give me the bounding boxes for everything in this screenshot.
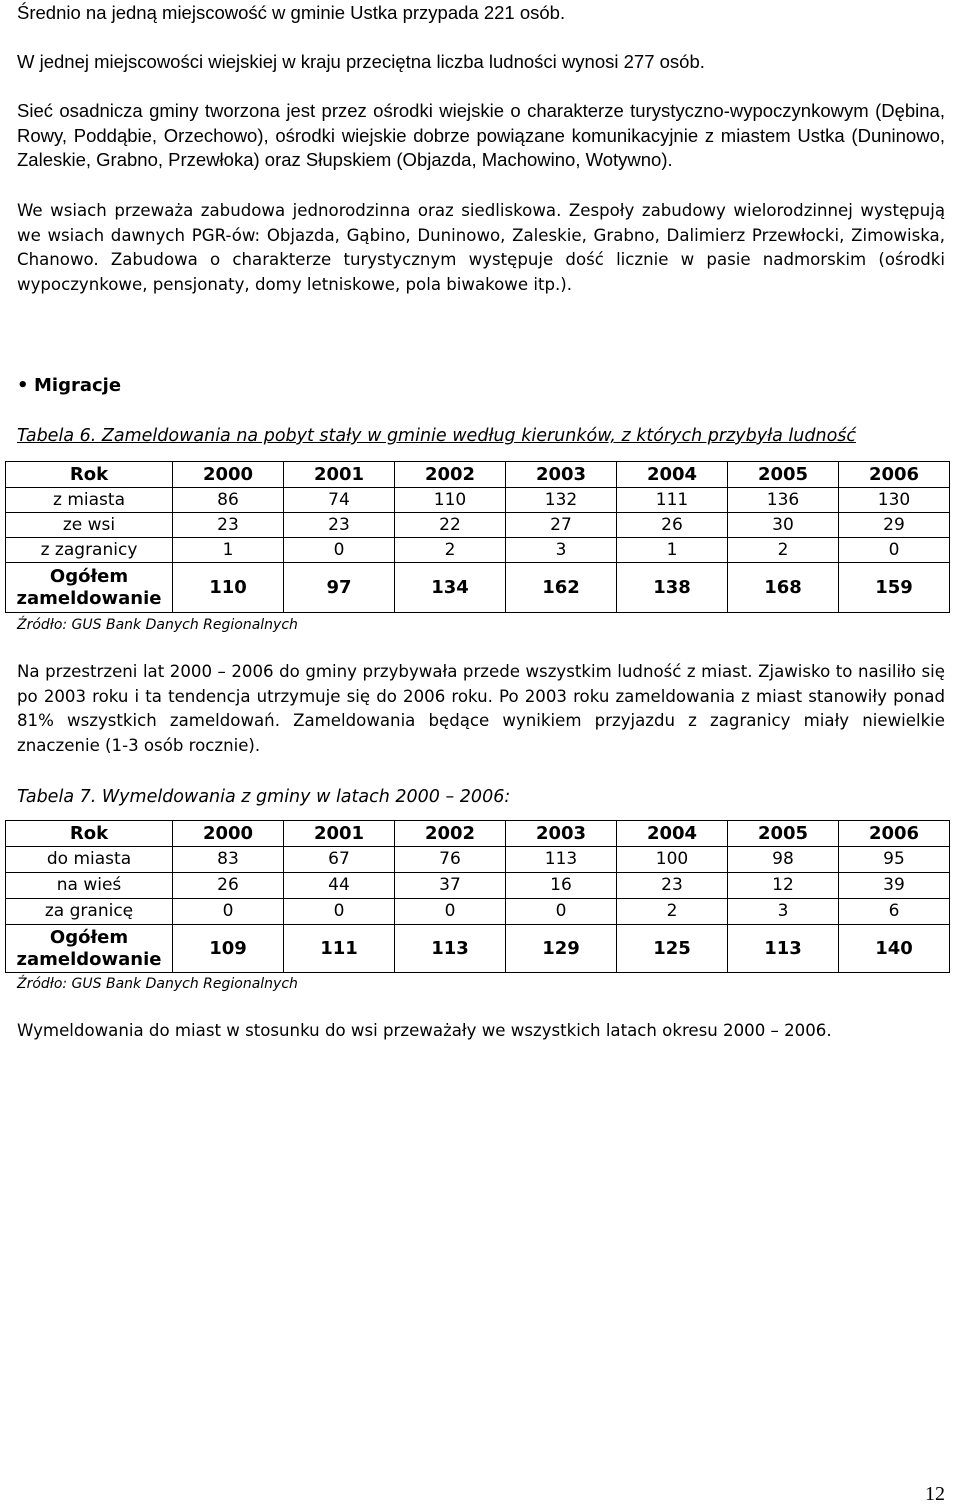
bullet-icon: • <box>17 375 29 396</box>
table-cell: 95 <box>839 847 950 873</box>
row-label: z zagranicy <box>6 538 173 563</box>
table-cell: 3 <box>728 899 839 925</box>
paragraph-settlement-network: Sieć osadnicza gminy tworzona jest przez ośrodki wiejskie o charakterze turystyczno-wypoczynkowym (Dębina, Rowy, Poddąbie, Orzechowo), ośrodki wiejskie dobrze powiązane komunikacyjnie z miastem Ustka (Duninowo, Zaleskie, Grabno, Przewłoka) oraz Słupskiem (Objazda, Machowino, Wotywno). <box>17 100 945 170</box>
table-cell: 67 <box>284 847 395 873</box>
table7-caption: Tabela 7. Wymeldowania z gminy w latach 2000 – 2006: <box>17 787 511 807</box>
header-cell: 2001 <box>284 462 395 488</box>
header-cell: 2004 <box>617 821 728 847</box>
paragraph-national-average: W jednej miejscowości wiejskiej w kraju przeciętna liczba ludności wynosi 277 osób. <box>17 51 705 72</box>
table-total-row <box>6 563 950 613</box>
total-cell: 129 <box>506 925 617 973</box>
table-cell: 98 <box>728 847 839 873</box>
table-cell: 39 <box>839 873 950 899</box>
table-cell: 23 <box>173 513 284 538</box>
table-cell: 1 <box>173 538 284 563</box>
table-cell: 1 <box>617 538 728 563</box>
table-cell: 22 <box>395 513 506 538</box>
total-label-line2: zameldowanie <box>16 587 162 609</box>
paragraph-avg-per-locality: Średnio na jedną miejscowość w gminie Ustka przypada 221 osób. <box>17 2 566 23</box>
total-cell: 109 <box>173 925 284 973</box>
table-cell: 111 <box>617 488 728 513</box>
total-cell: 168 <box>728 563 839 613</box>
row-label: z miasta <box>6 488 173 513</box>
paragraph-housing: We wsiach przeważa zabudowa jednorodzinna oraz siedliskowa. Zespoły zabudowy wielorodzinnej występują we wsiach dawnych PGR-ów: Objazda, Gąbino, Duninowo, Zaleskie, Grabno, Dalimierz Przewłocki, Zimowiska, Chanowo. Zabudowa o charakterze turystycznym występuje dość licznie w pasie nadmorskim (ośrodki wypoczynkowe, pensjonaty, domy letniskowe, pola biwakowe itp.). <box>17 201 945 294</box>
table-cell: 30 <box>728 513 839 538</box>
header-cell: 2000 <box>173 821 284 847</box>
section-heading-migracje <box>17 374 121 398</box>
table7-deregistrations <box>5 820 950 973</box>
table-cell: 74 <box>284 488 395 513</box>
table-cell: 44 <box>284 873 395 899</box>
table-cell: 6 <box>839 899 950 925</box>
total-cell: 111 <box>284 925 395 973</box>
total-cell: 110 <box>173 563 284 613</box>
table-row <box>6 899 950 925</box>
table-cell: 130 <box>839 488 950 513</box>
table-cell: 16 <box>506 873 617 899</box>
total-cell: 162 <box>506 563 617 613</box>
total-cell: 125 <box>617 925 728 973</box>
table7-source: Źródło: GUS Bank Danych Regionalnych <box>17 976 298 992</box>
header-cell: 2006 <box>839 462 950 488</box>
total-label-line1: Ogółem <box>49 926 129 948</box>
row-label: do miasta <box>6 847 173 873</box>
table-cell: 2 <box>395 538 506 563</box>
table-cell: 86 <box>173 488 284 513</box>
table-row <box>6 488 950 513</box>
table-cell: 3 <box>506 538 617 563</box>
table-cell: 26 <box>173 873 284 899</box>
total-cell: 113 <box>395 925 506 973</box>
table6-source: Źródło: GUS Bank Danych Regionalnych <box>17 617 298 633</box>
table-row <box>6 873 950 899</box>
table-cell: 12 <box>728 873 839 899</box>
table-cell: 0 <box>284 899 395 925</box>
header-cell: 2006 <box>839 821 950 847</box>
table-cell: 136 <box>728 488 839 513</box>
table6-registrations <box>5 461 950 613</box>
total-label <box>6 563 173 613</box>
total-cell: 138 <box>617 563 728 613</box>
table-cell: 0 <box>284 538 395 563</box>
table-cell: 2 <box>617 899 728 925</box>
section-title: Migracje <box>34 375 122 396</box>
header-cell: Rok <box>6 462 173 488</box>
table-row <box>6 847 950 873</box>
table-cell: 100 <box>617 847 728 873</box>
total-cell: 134 <box>395 563 506 613</box>
header-cell: Rok <box>6 821 173 847</box>
row-label: na wieś <box>6 873 173 899</box>
total-cell: 97 <box>284 563 395 613</box>
table-cell: 83 <box>173 847 284 873</box>
header-cell: 2003 <box>506 462 617 488</box>
table-header-row <box>6 462 950 488</box>
paragraph-deregistrations-summary: Wymeldowania do miast w stosunku do wsi przeważały we wszystkich latach okresu 2000 – 2006. <box>17 1021 832 1040</box>
header-cell: 2005 <box>728 821 839 847</box>
header-cell: 2002 <box>395 821 506 847</box>
table-cell: 23 <box>617 873 728 899</box>
page-number: 12 <box>925 1483 945 1505</box>
table-row <box>6 513 950 538</box>
header-cell: 2003 <box>506 821 617 847</box>
header-cell: 2001 <box>284 821 395 847</box>
table-cell: 110 <box>395 488 506 513</box>
table-cell: 0 <box>506 899 617 925</box>
paragraph-registrations-summary: Na przestrzeni lat 2000 – 2006 do gminy przybywała przede wszystkim ludność z miast. Zjawisko to nasiliło się po 2003 roku i ta tendencja utrzymuje się do 2006 roku. Po 2003 roku zameldowania z miast stanowiły ponad 81% wszystkich zameldowań. Zameldowania będące wynikiem przyjazdu z zagranicy miały niewielkie znaczenie (1-3 osób rocznie). <box>17 662 945 755</box>
table-cell: 37 <box>395 873 506 899</box>
table-cell: 2 <box>728 538 839 563</box>
total-cell: 140 <box>839 925 950 973</box>
table-total-row <box>6 925 950 973</box>
header-cell: 2000 <box>173 462 284 488</box>
header-cell: 2004 <box>617 462 728 488</box>
table-cell: 27 <box>506 513 617 538</box>
table-cell: 76 <box>395 847 506 873</box>
row-label: za granicę <box>6 899 173 925</box>
total-label-line1: Ogółem <box>49 565 129 587</box>
table-cell: 29 <box>839 513 950 538</box>
table-cell: 132 <box>506 488 617 513</box>
table-cell: 0 <box>839 538 950 563</box>
total-label-line2: zameldowanie <box>16 948 162 970</box>
total-cell: 159 <box>839 563 950 613</box>
table-row <box>6 538 950 563</box>
table-cell: 0 <box>395 899 506 925</box>
table-cell: 23 <box>284 513 395 538</box>
table-cell: 0 <box>173 899 284 925</box>
table-cell: 26 <box>617 513 728 538</box>
header-cell: 2005 <box>728 462 839 488</box>
total-cell: 113 <box>728 925 839 973</box>
total-label <box>6 925 173 973</box>
header-cell: 2002 <box>395 462 506 488</box>
table-cell: 113 <box>506 847 617 873</box>
row-label: ze wsi <box>6 513 173 538</box>
table-header-row <box>6 821 950 847</box>
table6-caption: Tabela 6. Zameldowania na pobyt stały w gminie według kierunków, z których przybyła ludność <box>17 426 857 446</box>
